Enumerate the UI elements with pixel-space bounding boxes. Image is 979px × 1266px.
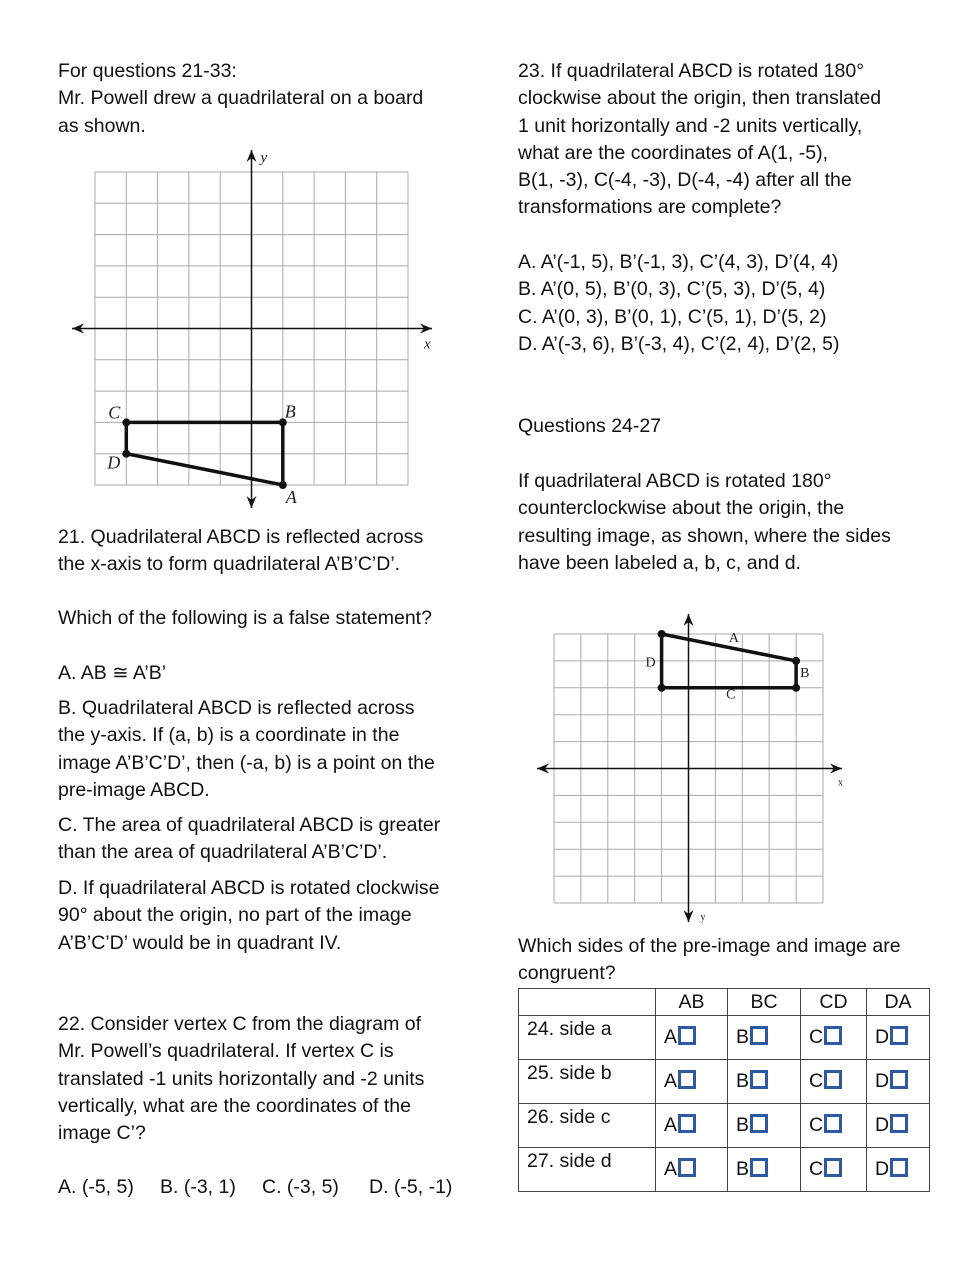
checkbox[interactable] [750,1158,768,1177]
text-line: 1 unit horizontally and -2 units vertically, [518,114,863,137]
choice-cell[interactable] [867,1148,930,1192]
question-23-options [518,249,928,358]
intro-text [58,58,468,140]
choice-cell[interactable] [656,1060,728,1104]
text-line: A. A’(-1, 5), B’(-1, 3), C’(4, 3), D’(4, 4) [518,251,839,273]
question-22 [58,1011,468,1147]
choice-letter: A [664,1070,678,1092]
question-21-option-c [58,812,468,867]
question-21 [58,524,468,579]
vertex-label: D [107,452,121,473]
preimage-graph [60,145,450,515]
vertex-label: B [284,401,296,422]
choice-cell[interactable] [728,1104,801,1148]
text-line: translated -1 units horizontally and -2 units [58,1067,425,1090]
text-line: 21. Quadrilateral ABCD is reflected across [58,526,424,548]
text-line: the y-axis. If (a, b) is a coordinate in the [58,724,400,747]
checkbox[interactable] [678,1114,696,1133]
choice-letter: B [736,1026,750,1048]
choice-cell[interactable] [801,1016,867,1060]
section-intro [518,468,928,577]
text-line: For questions 21-33: [58,60,237,82]
vertex-label: A [285,487,297,507]
text-line: B(1, -3), C(-4, -3), D(-4, -4) after all the [518,169,852,192]
vertex-point [792,657,800,665]
column-header: DA [867,989,930,1016]
row-label: 24. side a [519,1016,656,1060]
choice-cell[interactable] [867,1016,930,1060]
text-line: resulting image, as shown, where the sides [518,524,891,547]
question-21-prompt [58,605,468,632]
text-line: pre-image ABCD. [58,778,210,801]
section-heading [518,413,928,440]
side-label: B [800,666,810,682]
choice-cell[interactable] [656,1104,728,1148]
checkbox[interactable] [824,1026,842,1045]
choice-cell[interactable] [801,1060,867,1104]
column-header: CD [801,989,867,1016]
column-header: AB [656,989,728,1016]
text-line: B. Quadrilateral ABCD is reflected across [58,697,415,719]
text-line: Which of the following is a false statement? [58,607,432,629]
vertex-point [122,450,130,458]
checkbox[interactable] [678,1070,696,1089]
checkbox[interactable] [890,1070,908,1089]
table-row [519,1016,930,1060]
choice-cell[interactable] [801,1104,867,1148]
text-line: C. A’(0, 3), B’(0, 1), C’(5, 1), D’(5, 2) [518,305,827,328]
choice-cell[interactable] [728,1148,801,1192]
text-line: congruent? [518,962,616,985]
choice-letter: C [809,1026,824,1048]
question-21-option-d [58,875,468,957]
text-line: If quadrilateral ABCD is rotated 180° [518,470,832,492]
text-line: A’B’C’D’ would be in quadrant IV. [58,931,342,954]
x-axis-label: x [424,336,431,353]
text-line: 22. Consider vertex C from the diagram of [58,1013,422,1035]
question-23 [518,58,928,222]
choice-letter: A [664,1114,678,1136]
column-header [519,989,656,1016]
answer-table [518,988,930,1192]
checkbox[interactable] [890,1026,908,1045]
checkbox[interactable] [678,1158,696,1177]
column-header: BC [728,989,801,1016]
text-line: as shown. [58,114,146,137]
y-axis-label: y [700,912,706,923]
text-line: have been labeled a, b, c, and d. [518,551,801,574]
q22-option-a: A. (-5, 5) [58,1176,134,1198]
text-line: Which sides of the pre-image and image are [518,935,901,957]
text-line: Mr. Powell drew a quadrilateral on a board [58,87,424,110]
text-line: D. If quadrilateral ABCD is rotated clockwise [58,877,440,899]
text-line: Mr. Powell’s quadrilateral. If vertex C is [58,1040,394,1063]
choice-letter: D [875,1114,890,1136]
side-label: A [728,631,739,647]
choice-cell[interactable] [728,1016,801,1060]
q22-option-b: B. (-3, 1) [160,1176,236,1198]
checkbox[interactable] [750,1114,768,1133]
vertex-point [792,684,800,692]
side-label: C [726,687,736,703]
text-line: image C’? [58,1122,146,1145]
choice-cell[interactable] [801,1148,867,1192]
choice-letter: A [664,1158,678,1180]
text-line: the x-axis to form quadrilateral A’B’C’D’. [58,553,401,576]
question-21-option-b [58,695,468,804]
q22-option-c: C. (-3, 5) [262,1176,339,1198]
choice-letter: B [736,1158,750,1180]
choice-letter: C [809,1114,824,1136]
choice-letter: C [809,1158,824,1180]
q22-option-d: D. (-5, -1) [369,1176,453,1198]
choice-letter: A [664,1026,678,1048]
checkbox[interactable] [678,1026,696,1045]
checkbox[interactable] [824,1114,842,1133]
choice-cell[interactable] [867,1060,930,1104]
choice-letter: D [875,1070,890,1092]
row-label: 25. side b [519,1060,656,1104]
vertex-point [122,418,130,426]
checkbox[interactable] [750,1070,768,1089]
vertex-label: C [108,402,121,423]
text-line: Questions 24-27 [518,415,662,437]
vertex-point [658,630,666,638]
choice-cell[interactable] [656,1148,728,1192]
choice-cell[interactable] [656,1016,728,1060]
text-line: 90° about the origin, no part of the image [58,904,412,927]
choice-letter: D [875,1026,890,1048]
image-graph [530,610,850,930]
text-line: A. AB ≅ A’B’ [58,662,167,684]
choice-letter: B [736,1070,750,1092]
text-line: B. A’(0, 5), B’(0, 3), C’(5, 3), D’(5, 4) [518,278,826,301]
choice-letter: D [875,1158,890,1180]
text-line: C. The area of quadrilateral ABCD is greater [58,814,441,836]
vertex-point [658,684,666,692]
table-row [519,1148,930,1192]
x-axis-label: x [838,777,843,789]
text-line: vertically, what are the coordinates of the [58,1094,411,1117]
table-row [519,1060,930,1104]
text-line: image A’B’C’D’, then (-a, b) is a point on the [58,751,435,774]
table-header [519,989,930,1016]
side-label: D [645,655,656,671]
checkbox[interactable] [824,1070,842,1089]
choice-cell[interactable] [728,1060,801,1104]
choice-letter: B [736,1114,750,1136]
text-line: what are the coordinates of A(1, -5), [518,141,829,164]
checkbox[interactable] [750,1026,768,1045]
y-axis-label: y [260,150,268,166]
row-label: 26. side c [519,1104,656,1148]
table-row [519,1104,930,1148]
choice-letter: C [809,1070,824,1092]
congruence-prompt [518,933,928,988]
text-line: counterclockwise about the origin, the [518,497,845,520]
checkbox[interactable] [890,1114,908,1133]
text-line: 23. If quadrilateral ABCD is rotated 180° [518,60,864,82]
text-line: D. A’(-3, 6), B’(-3, 4), C’(2, 4), D’(2, 5) [518,332,840,355]
row-label: 27. side d [519,1148,656,1192]
checkbox[interactable] [824,1158,842,1177]
text-line: than the area of quadrilateral A’B’C’D’. [58,841,388,864]
question-21-option-a [58,660,468,687]
text-line: transformations are complete? [518,196,782,219]
text-line: clockwise about the origin, then translated [518,87,882,110]
choice-cell[interactable] [867,1104,930,1148]
checkbox[interactable] [890,1158,908,1177]
